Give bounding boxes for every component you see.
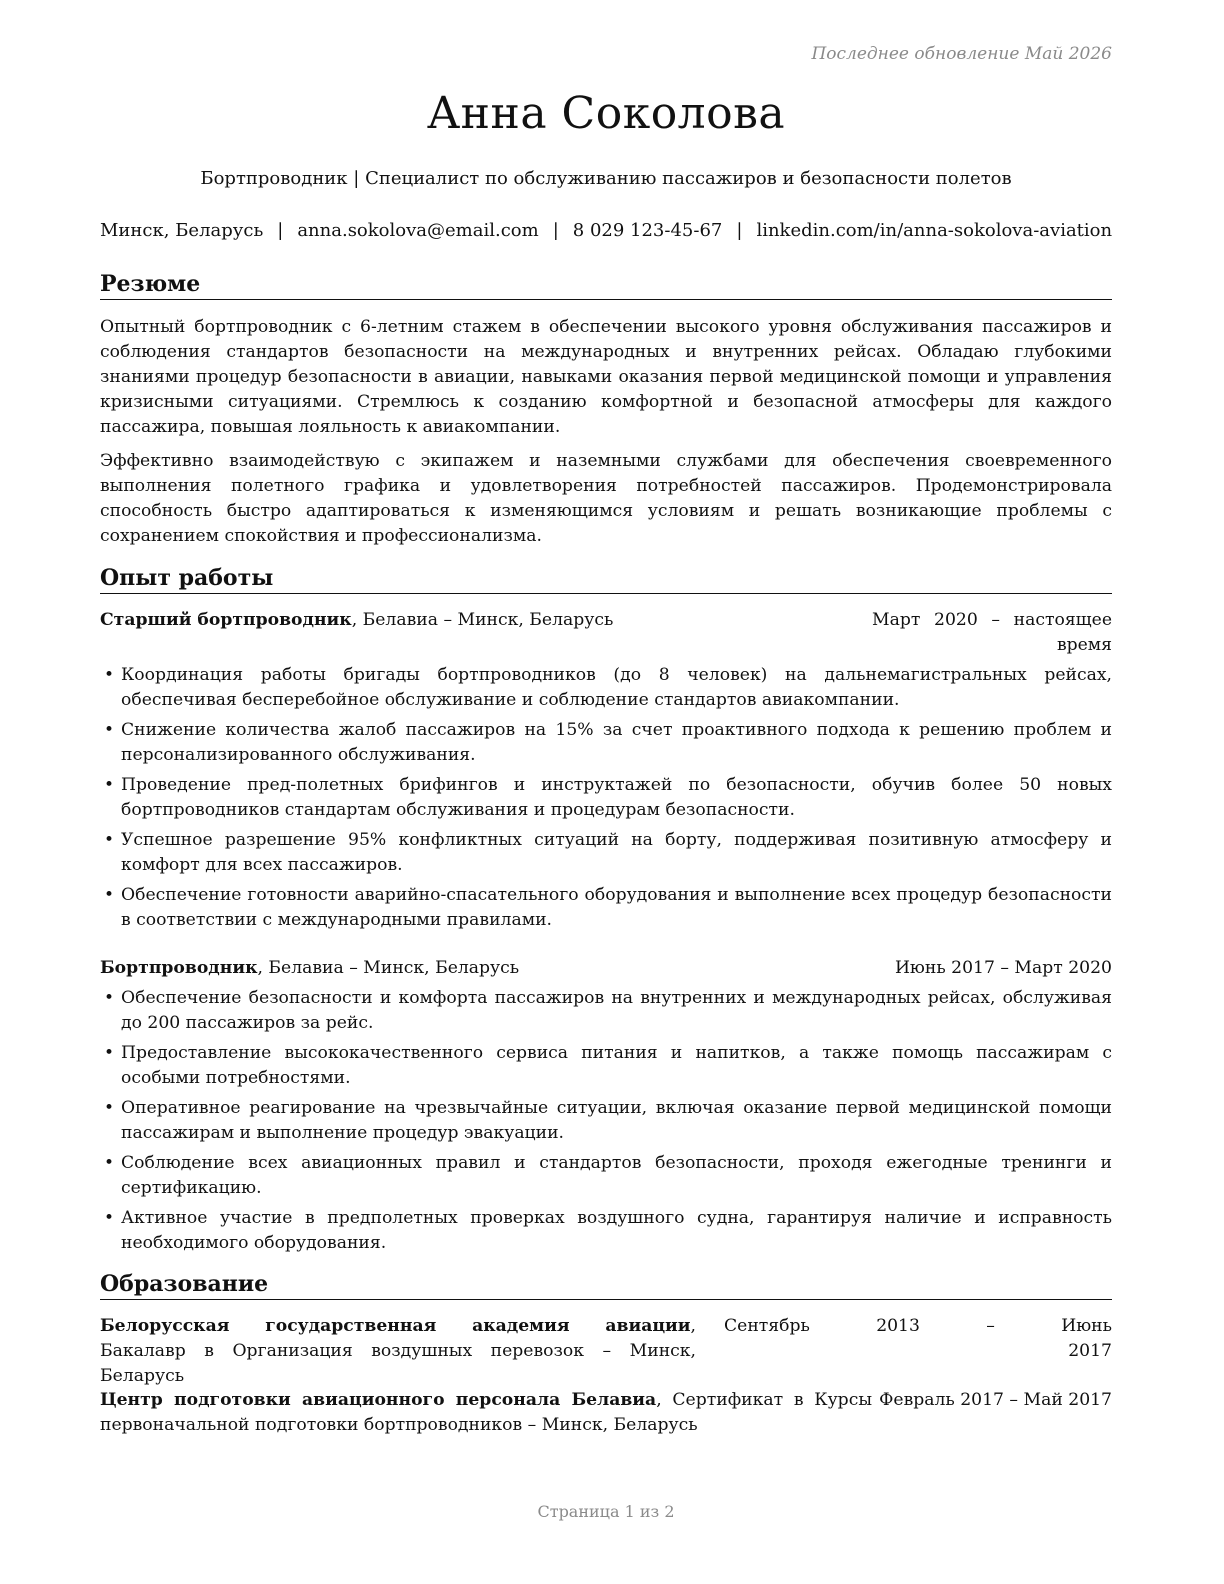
bullet-icon: • [104,885,115,905]
phone: 8 029 123-45-67 [572,220,723,241]
education-item [100,1388,1112,1438]
job-bullets [100,986,1112,1261]
degree-details: , Сертификат в Курсы первоначальной подготовки бортпроводников – Минск, Беларусь [100,1390,872,1435]
bullet-icon: • [104,988,115,1008]
contact-line [100,220,1112,241]
bullet-text: Активное участие в предполетных проверках воздушного судна, гарантируя наличие и исправность необходимого оборудования. [121,1208,1112,1253]
bullet-text: Снижение количества жалоб пассажиров на 15% за счет проактивного подхода к решению проблем и персонализированного обслуживания. [121,720,1112,765]
summary-paragraph: Опытный бортпроводник с 6-летним стажем в обеспечении высокого уровня обслуживания пассажиров и соблюдения стандартов безопасности на международных и внутренних рейсах. Обладаю глубокими знаниями процедур безопасности в авиации, навыками оказания первой медицинской помощи и управления кризисными ситуациями. Стремлюсь к созданию комфортной и безопасной атмосферы для каждого пассажира, повышая лояльность к авиакомпании. [100,317,1112,437]
education-dates [708,1314,1112,1364]
list-item [100,986,1112,1036]
email-link[interactable]: anna.sokolova@email.com [297,220,539,241]
education-dates: Февраль 2017 – Май 2017 [879,1390,1112,1410]
bullet-text: Успешное разрешение 95% конфликтных ситуаций на борту, поддерживая позитивную атмосферу и комфорт для всех пассажиров. [121,830,1112,875]
bullet-icon: • [104,720,115,740]
list-item [100,1041,1112,1091]
separator: | [277,220,284,241]
institution-name: Белорусская государственная академия авиации [100,1316,691,1336]
section-title-experience: Опыт работы [100,564,1112,594]
list-item [100,773,1112,823]
page-number: Страница 1 из 2 [537,1502,675,1521]
list-item [100,883,1112,933]
section-title-summary: Резюме [100,270,1112,300]
bullet-icon: • [104,665,115,685]
bullet-text: Оперативное реагирование на чрезвычайные ситуации, включая оказание первой медицинской помощи пассажирам и выполнение процедур эвакуации. [121,1098,1112,1143]
list-item [100,718,1112,768]
job-role: Бортпроводник [100,958,258,978]
job-title-line [100,956,519,981]
job-company: , Белавиа – Минск, Беларусь [351,610,614,630]
job-dates [872,608,1112,658]
job-dates-start: Март 2020 – настоящее [872,610,1112,630]
education-item [100,1314,1112,1386]
education-dates-end: 2017 [1068,1341,1112,1361]
institution-name: Центр подготовки авиационного персонала Белавиа [100,1390,657,1410]
degree-details: , Бакалавр в Организация воздушных перевозок – Минск, Беларусь [100,1316,696,1386]
job-header [100,956,1112,981]
job-role: Старший бортпроводник [100,610,352,630]
last-updated: Последнее обновление Май 2026 [811,44,1112,64]
bullet-icon: • [104,1208,115,1228]
list-item [100,1206,1112,1256]
job-bullets [100,663,1112,938]
bullet-icon: • [104,830,115,850]
bullet-icon: • [104,775,115,795]
professional-title: Бортпроводник | Специалист по обслуживанию пассажиров и безопасности полетов [200,168,1012,189]
list-item [100,1151,1112,1201]
education-dates-start: Сентябрь 2013 – Июнь [724,1316,1112,1336]
bullet-text: Предоставление высококачественного сервиса питания и напитков, а также помощь пассажирам с особыми потребностями. [121,1043,1112,1088]
job-header [100,608,1112,658]
bullet-icon: • [104,1098,115,1118]
location: Минск, Беларусь [100,220,264,241]
bullet-text: Обеспечение безопасности и комфорта пассажиров на внутренних и международных рейсах, обслуживая до 200 пассажиров за рейс. [121,988,1112,1033]
bullet-text: Обеспечение готовности аварийно-спасательного оборудования и выполнение всех процедур безопасности в соответствии с международными правилами. [121,885,1112,930]
summary-paragraph: Эффективно взаимодействую с экипажем и наземными службами для обеспечения своевременного выполнения полетного графика и удовлетворения потребностей пассажиров. Продемонстрировала способность быстро адаптироваться к изменяющимся условиям и решать возникающие проблемы с сохранением спокойствия и профессионализма. [100,451,1112,546]
bullet-text: Координация работы бригады бортпроводников (до 8 человек) на дальнемагистральных рейсах, обеспечивая бесперебойное обслуживание и соблюдение стандартов авиакомпании. [121,665,1112,710]
job-dates-end: время [1056,635,1112,655]
job-dates: Июнь 2017 – Март 2020 [894,958,1112,978]
education-description [100,1388,872,1438]
job-title-line [100,608,613,633]
linkedin-link[interactable]: linkedin.com/in/anna-sokolova-aviation [756,220,1113,241]
bullet-icon: • [104,1043,115,1063]
person-name: Анна Соколова [426,88,786,139]
separator: | [552,220,559,241]
education-description [100,1314,696,1389]
bullet-text: Соблюдение всех авиационных правил и стандартов безопасности, проходя ежегодные тренинги и сертификацию. [121,1153,1112,1198]
list-item [100,1096,1112,1146]
bullet-text: Проведение пред-полетных брифингов и инструктажей по безопасности, обучив более 50 новых бортпроводников стандартам обслуживания и процедурам безопасности. [121,775,1112,820]
job-company: , Белавиа – Минск, Беларусь [257,958,520,978]
separator: | [736,220,743,241]
section-title-education: Образование [100,1270,1112,1300]
bullet-icon: • [104,1153,115,1173]
list-item [100,663,1112,713]
list-item [100,828,1112,878]
